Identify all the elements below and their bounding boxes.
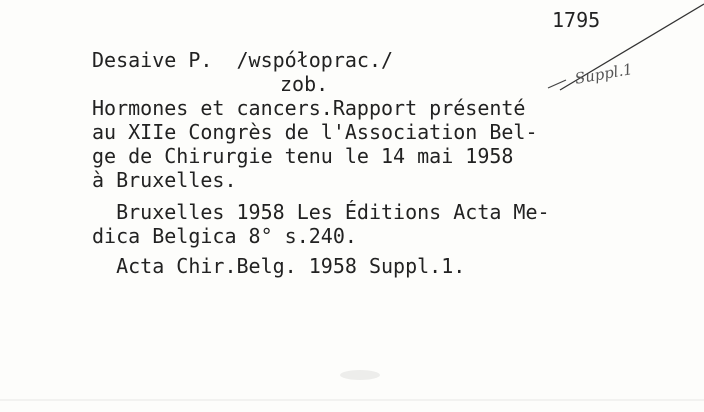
handwritten-supplement-note: Suppl.1	[573, 60, 634, 88]
title-line-2: au XIIe Congrès de l'Association Bel-	[92, 120, 538, 144]
title-line-4: à Bruxelles.	[92, 168, 237, 192]
author-line: Desaive P. /współoprac./	[92, 48, 394, 72]
card-number: 1795	[552, 8, 601, 32]
publication-line-2: dica Belgica 8° s.240.	[92, 224, 357, 248]
see-reference: zob.	[280, 72, 329, 96]
title-line-1: Hormones et cancers.Rapport présenté	[92, 96, 526, 120]
title-line-3: ge de Chirurgie tenu le 14 mai 1958	[92, 144, 514, 168]
publication-line-1: Bruxelles 1958 Les Éditions Acta Me-	[92, 200, 550, 224]
series-line: Acta Chir.Belg. 1958 Suppl.1.	[92, 254, 466, 278]
paper-smudge	[340, 370, 380, 380]
note-pointer-mark	[548, 80, 566, 88]
